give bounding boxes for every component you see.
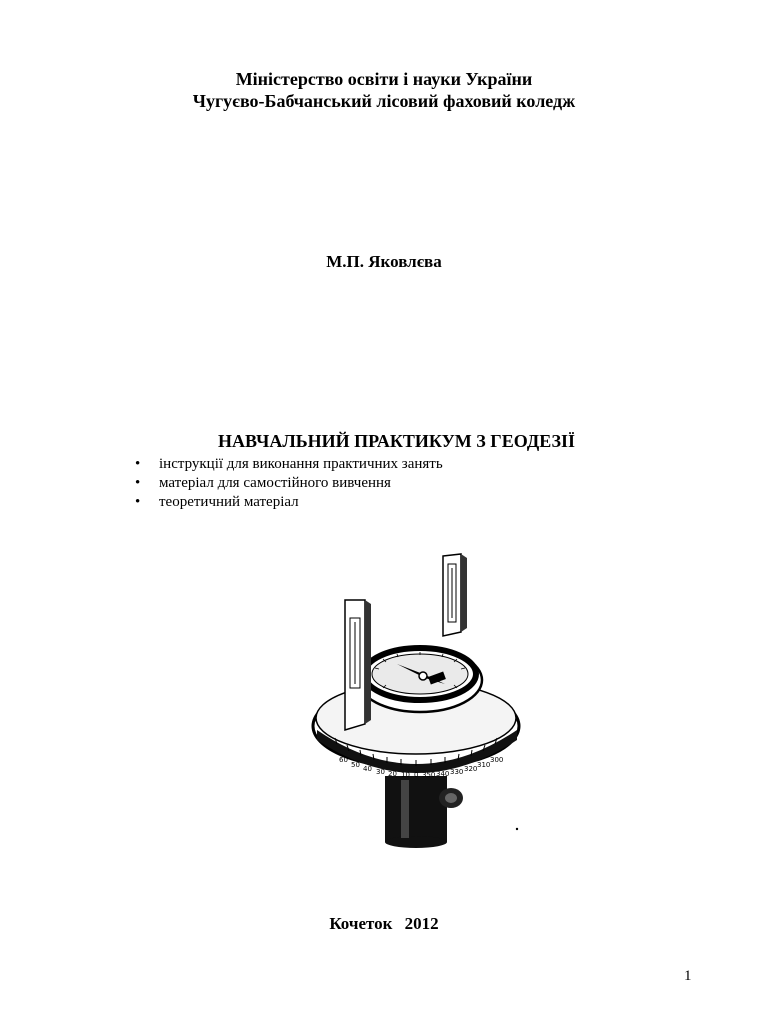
bullet-item: • інструкції для виконання практичних занять (135, 456, 443, 472)
footer-place: Кочеток (329, 914, 393, 933)
compass-icon (305, 548, 535, 848)
bullet-dot-icon: • (135, 456, 141, 472)
dial-label: 330 (450, 768, 464, 776)
bullet-item: • теоретичний матеріал (135, 494, 299, 510)
college-line: Чугуєво-Бабчанський лісовий фаховий коледж (192, 91, 576, 111)
dial-label: 340 (436, 770, 450, 778)
dial-label: 60 (339, 756, 348, 764)
page-number: 1 (684, 968, 692, 984)
dial-label: 320 (464, 765, 478, 773)
document-title: НАВЧАЛЬНИЙ ПРАКТИКУМ З ГЕОДЕЗІЇ (218, 431, 575, 451)
author-name: М.П. Яковлєва (326, 252, 442, 271)
compass-instrument-illustration (305, 548, 535, 848)
dial-label: 300 (490, 756, 504, 764)
bullet-dot-icon: • (135, 494, 141, 510)
dial-label: 50 (351, 761, 360, 769)
dial-label: 310 (477, 761, 491, 769)
dial-label: 10 (401, 771, 410, 779)
footer (0, 914, 768, 934)
footer-year: 2012 (404, 914, 439, 933)
header (0, 68, 768, 112)
bullet-dot-icon: • (135, 475, 141, 491)
bullet-list (135, 455, 443, 512)
dial-label: 0 (414, 771, 419, 779)
dial-label: 30 (376, 768, 385, 776)
dial-label: 40 (363, 765, 372, 773)
bullet-item: • матеріал для самостійного вивчення (135, 475, 391, 491)
dial-label: 20 (388, 770, 397, 778)
dial-label: 350 (422, 771, 436, 779)
ministry-line: Міністерство освіти і науки України (235, 69, 533, 89)
